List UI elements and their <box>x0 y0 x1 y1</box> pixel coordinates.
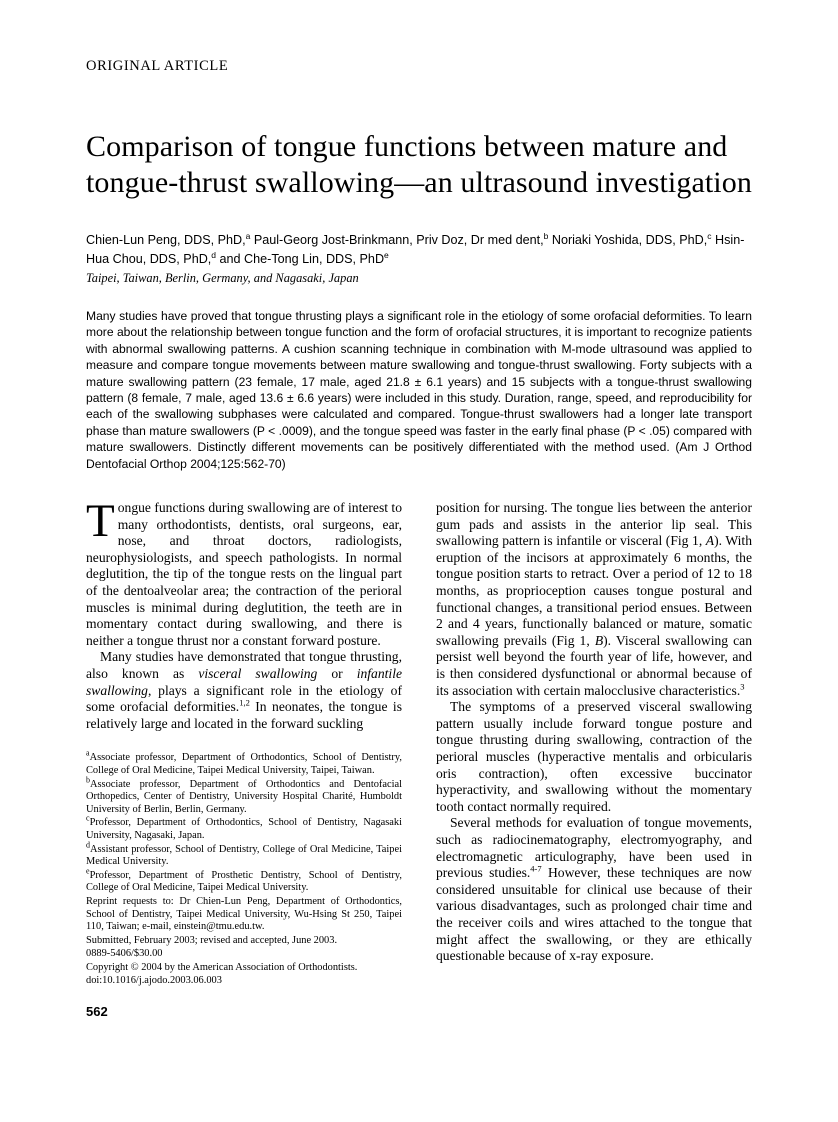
left-column <box>86 495 403 1020</box>
paragraph-right-3-part-a: Several methods for evaluation of tongue movements, such as radiocinematography, electromyography, and electromagnetic articulography, have been used in previous studies. <box>436 815 752 881</box>
footnote-a <box>86 748 402 777</box>
paragraph-left-2-part-a: Many studies have demonstrated that tongue thrusting, also known as <box>86 649 402 681</box>
author-list <box>86 231 752 269</box>
paragraph-right-1 <box>436 500 752 699</box>
paragraph-right-3 <box>436 815 752 964</box>
footnote-e-marker: e <box>86 866 90 876</box>
footnote-e-text: Professor, Department of Prosthetic Dentistry, School of Dentistry, College of Oral Medicine, Taipei Medical University. <box>86 869 402 894</box>
footnote-a-marker: a <box>86 748 90 758</box>
paragraph-right-3-part-b: However, these techniques are now considered unsuitable for clinical use because of their various disadvantages, such as prolonged chair time and the receiver coils and wires attached to the tongue that might affect the swallowing, or they are ethically questionable because of x-ray exposure. <box>436 865 752 964</box>
footnote-issn: 0889-5406/$30.00 <box>86 948 163 960</box>
footnote-e <box>86 866 402 895</box>
paragraph-right-1-part-a: position for nursing. The tongue lies between the anterior gum pads and assists in the anterior lip seal. This swallowing pattern is infantile or visceral (Fig 1, <box>436 500 752 549</box>
article-type-label: ORIGINAL ARTICLE <box>86 58 229 74</box>
page-title: Comparison of tongue functions between mature and tongue-thrust swallowing—an ultrasound investigation <box>86 130 752 199</box>
abstract-text: Many studies have proved that tongue thrusting plays a significant role in the etiology of some orofacial deformities. To learn more about the relationship between tongue function and the form of orofacial structures, it is important to recognize patients with abnormal swallowing patterns. A cushion scanning technique in combination with M-mode ultrasound was applied to measure and compare tongue movements between mature swallowing and tongue-thrust swallowing. Forty subjects with a mature swallowing pattern (23 female, 17 male, aged 21.8 ± 6.1 years) and 15 subjects with a tongue-thrust swallowing pattern (8 female, 7 male, aged 13.6 ± 6.6 years) were included in this study. Duration, range, speed, and reproducibility for each of the swallowing subphases were calculated and compared. Tongue-thrust swallowers had a longer late transport phase than mature swallowers (P < .0009), and the tongue speed was faster in the early final phase (P < .05) compared with mature swallowers. Distinctly different movements can be positively differentiated with the method used. (Am J Orthod Dentofacial Orthop 2004;125:562-70) <box>86 309 752 471</box>
citation-ref-3: 3 <box>740 681 745 692</box>
author-affil-marker-c: c <box>707 230 712 241</box>
footnote-b <box>86 775 402 817</box>
footnote-copyright: Copyright © 2004 by the American Association of Orthodontists. <box>86 961 358 973</box>
author-affil-marker-e: e <box>384 249 389 260</box>
footnote-c-marker: c <box>86 813 90 823</box>
figure-ref-1a: A <box>705 533 715 549</box>
footnote-doi: doi:10.1016/j.ajodo.2003.06.003 <box>86 975 222 987</box>
page-number: 562 <box>86 1004 108 1020</box>
body-columns <box>86 495 752 1020</box>
article-content <box>86 58 752 1019</box>
paragraph-left-2-italic-2: infantile swallowing <box>86 666 403 698</box>
paragraph-left-2-italic-1: visceral swallowing <box>198 666 318 681</box>
footnote-b-text: Associate professor, Department of Orthodontics and Dentofacial Orthopedics, Center of Dentistry, University Hospital Charité, Humboldt University of Berlin, Berlin, Germany. <box>86 778 402 815</box>
paragraph-left-2-part-d: In neonates, the tongue is relatively large and located in the forward suckling <box>86 699 402 731</box>
author-names: Chien-Lun Peng, DDS, PhD,$^a$ Paul-Georg Jost-Brinkmann, Priv Doz, Dr med dent,$^b$ Noriaki Yoshida, DDS, PhD,$^c$ Hsin-Hua Chou, DDS, PhD,$^d$ and Che-Tong Lin, DDS, PhD$^e$ <box>86 230 745 266</box>
paragraph-left-2-part-b: or <box>317 666 357 681</box>
footnote-c <box>86 813 402 842</box>
citation-ref-4-7: 4-7 <box>530 863 542 874</box>
footnote-block <box>86 748 402 988</box>
paragraph-left-2-part-c: , plays a significant role in the etiology of some orofacial deformities. <box>86 682 402 715</box>
footnote-d-text: Assistant professor, School of Dentistry, College of Oral Medicine, Taipei Medical University. <box>86 843 402 868</box>
paragraph-right-1-part-b: ). With eruption of the incisors at approximately 6 months, the tongue position starts to retract. Over a period of 12 to 18 months, as proprioception causes tongue postural and functional changes, a transitional period ensues. Between 2 and 4 years, functionally balanced or mature, somatic swallowing prevails (Fig 1, <box>436 533 752 648</box>
author-affil-marker-a: a <box>245 230 251 241</box>
footnote-d-marker: d <box>86 840 90 850</box>
author-affil-marker-b: b <box>543 230 549 241</box>
citation-ref-1-2: 1,2 <box>239 697 250 708</box>
footnote-rule-gap <box>86 732 402 738</box>
footnote-a-text: Associate professor, Department of Orthodontics, School of Dentistry, College of Oral Medicine, Taipei Medical University, Taipei, Taiwan. <box>86 752 402 776</box>
paragraph-right-1-part-c: ). Visceral swallowing can persist well beyond the fourth year of life, however, and is then considered dysfunctional or abnormal because of its association with certain malocclusive characteristics. <box>436 632 752 698</box>
figure-ref-1b: B <box>594 632 604 648</box>
footnote-d <box>86 840 402 869</box>
paragraph-left-2 <box>86 649 402 732</box>
paragraph-left-1 <box>86 495 402 649</box>
footnote-b-marker: b <box>86 775 90 785</box>
drop-cap: T <box>86 495 115 548</box>
paragraph-left-1-text: ongue functions during swallowing are of interest to many orthodontists, dentists, oral surgeons, ear, nose, and throat doctors, radiologists, neurophysiologists, and speech pathologists. In normal deglutition, the tip of the tongue rests on the lingual part of the dentoalveolar area; the contraction of the perioral muscles is minimal during deglutition, the teeth are in momentary contact during swallowing, and there is neither a tongue thrust nor a constant forward posture. <box>86 500 402 648</box>
footnote-reprint: Reprint requests to: Dr Chien-Lun Peng, Department of Orthodontics, School of Dentistry, Taipei Medical University, Wu-Hsing St 250, Taipei 110, Taiwan; e-mail, einstein@tmu.edu.tw. <box>86 895 402 933</box>
paragraph-right-2: The symptoms of a preserved visceral swallowing pattern usually include forward tongue posture and tongue thrusting during swallowing, contraction of the perioral muscles (hyperactive mentalis and orbicularis oris contraction), often excessive buccinator hyperactivity, and swallowing without the momentary tooth contact normally required. <box>436 699 752 814</box>
right-column <box>436 500 752 1019</box>
footnote-c-text: Professor, Department of Orthodontics, School of Dentistry, Nagasaki University, Nagasaki, Japan. <box>86 817 402 841</box>
author-affil-marker-d: d <box>211 249 217 260</box>
affiliation-line: Taipei, Taiwan, Berlin, Germany, and Nagasaki, Japan <box>86 271 359 285</box>
footnote-submitted: Submitted, February 2003; revised and accepted, June 2003. <box>86 934 338 946</box>
